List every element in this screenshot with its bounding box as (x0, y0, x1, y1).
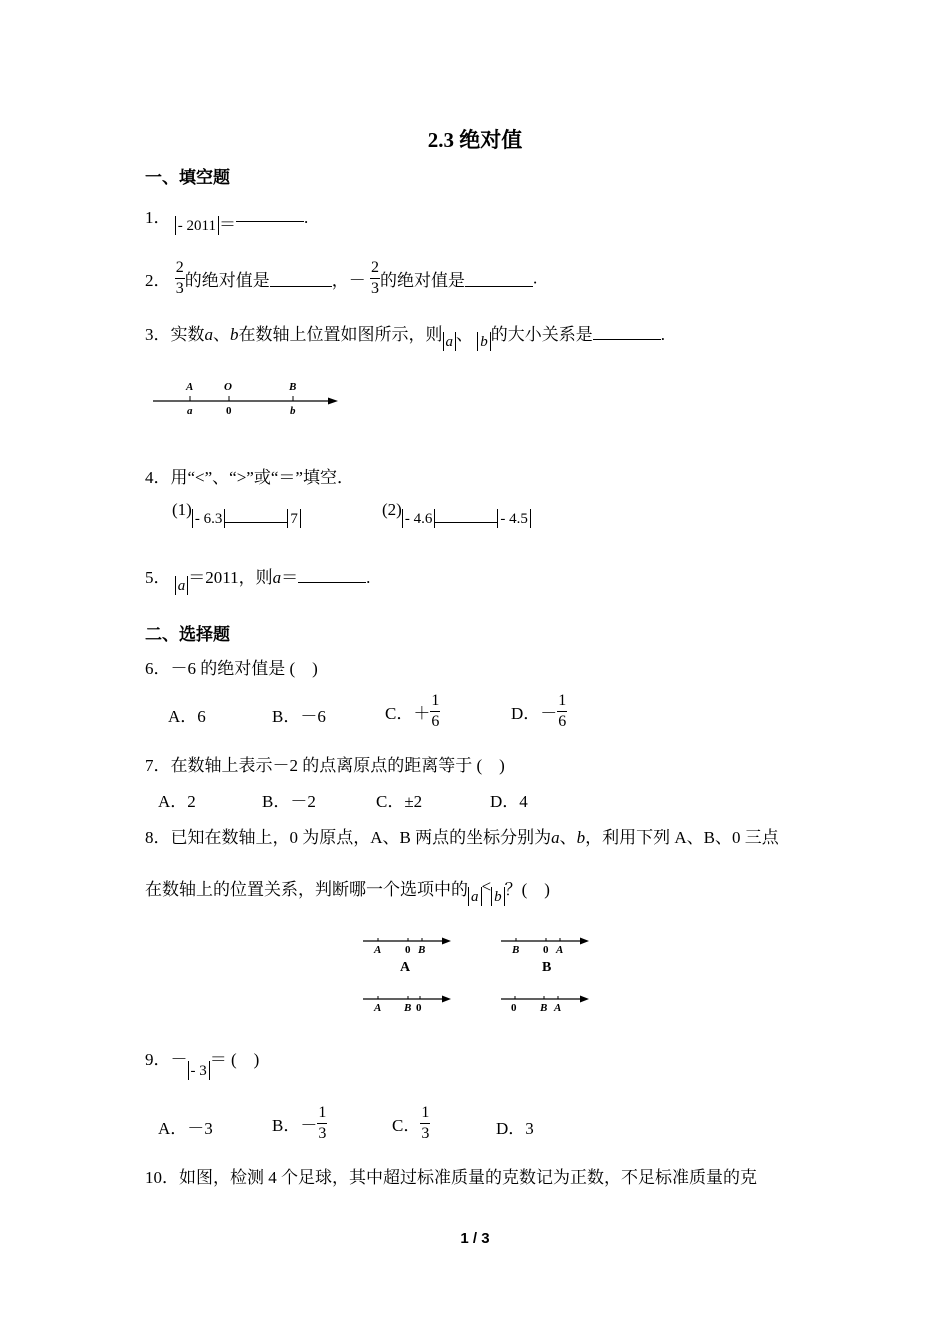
number-line-option-c (360, 990, 460, 1020)
period: . (660, 325, 665, 344)
question-4: 4．用“<”、“>”或“＝”填空． (145, 468, 354, 487)
number-line-option-a (360, 932, 460, 977)
point-label: 0 (405, 944, 411, 956)
answer-blank (225, 507, 287, 523)
section-heading-multiple-choice: 二、选择题 (145, 625, 230, 644)
absolute-value-b: b (491, 887, 505, 906)
fraction (420, 1105, 430, 1142)
point-label: O (224, 381, 232, 393)
answer-blank (236, 206, 304, 222)
option-c (392, 1105, 430, 1142)
question-4-part-1 (172, 500, 301, 527)
text: ，利用下列 A、B、0 三点 (585, 828, 779, 847)
absolute-value-expression: - 4.5 (497, 509, 531, 528)
option-label: C．＋ (385, 704, 431, 723)
option-label: D．－ (511, 704, 558, 723)
equals-sign: ＝ (218, 215, 236, 234)
option-b (272, 1105, 327, 1142)
variable-a: a (204, 325, 213, 344)
fraction-numerator: 1 (420, 1105, 430, 1124)
question-10: 10．如图，检测 4 个足球，其中超过标准质量的克数记为正数，不足标准质量的克 (145, 1168, 757, 1187)
point-label: A (374, 1002, 382, 1014)
point-label: A (374, 944, 382, 956)
option-a: A．6 (168, 707, 206, 726)
option-b: B．－2 (262, 792, 316, 811)
point-label: A (186, 381, 194, 393)
text: 8．已知在数轴上，0 为原点，A、B 两点的坐标分别为 (145, 828, 552, 847)
variable-b: b (230, 325, 239, 344)
question-number: 1． (145, 208, 171, 227)
fraction-numerator: 1 (557, 693, 567, 712)
question-6: 6．－6 的绝对值是 ( ) (145, 659, 318, 678)
option-d: D．4 (490, 792, 528, 811)
period: . (533, 268, 538, 288)
period: . (366, 568, 371, 587)
variable-b: b (576, 828, 586, 847)
point-label: B (418, 944, 426, 956)
period: . (303, 208, 309, 227)
number-line-option-d (498, 990, 598, 1020)
fraction-numerator: 2 (370, 260, 380, 279)
fraction-denominator: 6 (431, 713, 440, 730)
point-value: a (187, 405, 193, 417)
answer-blank (593, 324, 661, 340)
fraction (557, 693, 567, 730)
question-3 (145, 320, 665, 350)
point-label: A (556, 944, 564, 956)
text: 、 (456, 325, 473, 344)
absolute-value-expression: - 3 (188, 1061, 210, 1080)
absolute-value-a: a (443, 332, 457, 351)
question-2 (145, 260, 537, 297)
answer-blank (270, 271, 332, 287)
text: 的绝对值是 (184, 271, 270, 290)
absolute-value-expression: - 4.6 (402, 509, 436, 528)
absolute-value-expression: 7 (287, 509, 301, 528)
text: 、 (213, 325, 230, 344)
text: 在数轴上位置如图所示，则 (238, 325, 443, 344)
point-label: A (554, 1002, 562, 1014)
question-4-part-2 (382, 500, 531, 527)
text: ＝ (281, 568, 299, 587)
option-label: B．－ (272, 1116, 318, 1135)
fraction (175, 260, 185, 297)
point-value: 0 (226, 405, 232, 417)
text: 在数轴上的位置关系，判断哪一个选项中的 (145, 880, 468, 899)
text: 3．实数 (145, 325, 205, 344)
text: ＝ ( ) (209, 1050, 260, 1069)
absolute-value-expression: - 6.3 (192, 509, 226, 528)
option-a: A．2 (158, 792, 196, 811)
less-than-sign: < (481, 877, 492, 896)
fraction (430, 693, 440, 730)
absolute-value-a: a (468, 887, 482, 906)
text: 、 (559, 828, 577, 847)
variable-a: a (272, 568, 282, 587)
absolute-value-b: b (477, 332, 491, 351)
option-c: C．±2 (376, 792, 423, 811)
number-line-figure-q3 (148, 375, 348, 420)
answer-blank (298, 567, 366, 583)
point-label: 0 (543, 944, 549, 956)
fraction-denominator: 6 (558, 713, 567, 730)
text: 的大小关系是 (490, 325, 593, 344)
point-label: 0 (416, 1002, 422, 1014)
option-a: A．－3 (158, 1119, 213, 1138)
fraction-denominator: 3 (175, 280, 184, 297)
answer-blank (465, 271, 533, 287)
fraction-numerator: 2 (175, 260, 185, 279)
absolute-value-expression: - 2011 (175, 216, 219, 235)
page-number: 1 / 3 (460, 1230, 490, 1247)
option-b: B．－6 (272, 707, 326, 726)
variable-a: a (551, 828, 560, 847)
question-7: 7．在数轴上表示－2 的点离原点的距离等于 ( ) (145, 756, 505, 775)
page-title: 2.3 绝对值 (427, 128, 523, 152)
option-c (385, 693, 440, 730)
question-8-line-2 (145, 875, 550, 905)
point-label: 0 (511, 1002, 517, 1014)
fraction-numerator: 1 (430, 693, 440, 712)
question-1 (145, 203, 309, 234)
fraction-denominator: 3 (318, 1125, 327, 1142)
question-5 (145, 563, 371, 594)
figure-caption: B (542, 960, 552, 975)
point-label: B (540, 1002, 548, 1014)
figure-caption: A (400, 960, 411, 975)
question-number: 2． (145, 271, 171, 290)
point-label: B (289, 381, 297, 393)
fraction-denominator: 3 (421, 1125, 430, 1142)
text: ，－ (331, 271, 366, 290)
fraction (317, 1105, 327, 1142)
number-line-option-b (498, 932, 598, 977)
text: ＝2011，则 (188, 568, 273, 587)
point-value: b (290, 405, 296, 417)
answer-blank (435, 507, 497, 523)
question-number: 9．－ (145, 1050, 188, 1069)
option-d (511, 693, 567, 730)
question-8-line-1 (145, 823, 779, 848)
point-label: B (512, 944, 520, 956)
fraction-denominator: 3 (371, 280, 379, 297)
fraction-numerator: 1 (317, 1105, 327, 1124)
option-label: C． (392, 1116, 421, 1135)
option-d: D．3 (496, 1119, 534, 1138)
part-label: (2) (382, 500, 402, 519)
fraction (370, 260, 380, 297)
point-label: B (404, 1002, 412, 1014)
question-9 (145, 1045, 260, 1079)
text: 的绝对值是 (380, 271, 465, 290)
absolute-value-a: a (175, 576, 189, 595)
part-label: (1) (172, 500, 192, 519)
section-heading-fill-blank: 一、填空题 (145, 168, 230, 187)
question-number: 5． (145, 568, 171, 587)
text: ？( ) (504, 880, 550, 899)
